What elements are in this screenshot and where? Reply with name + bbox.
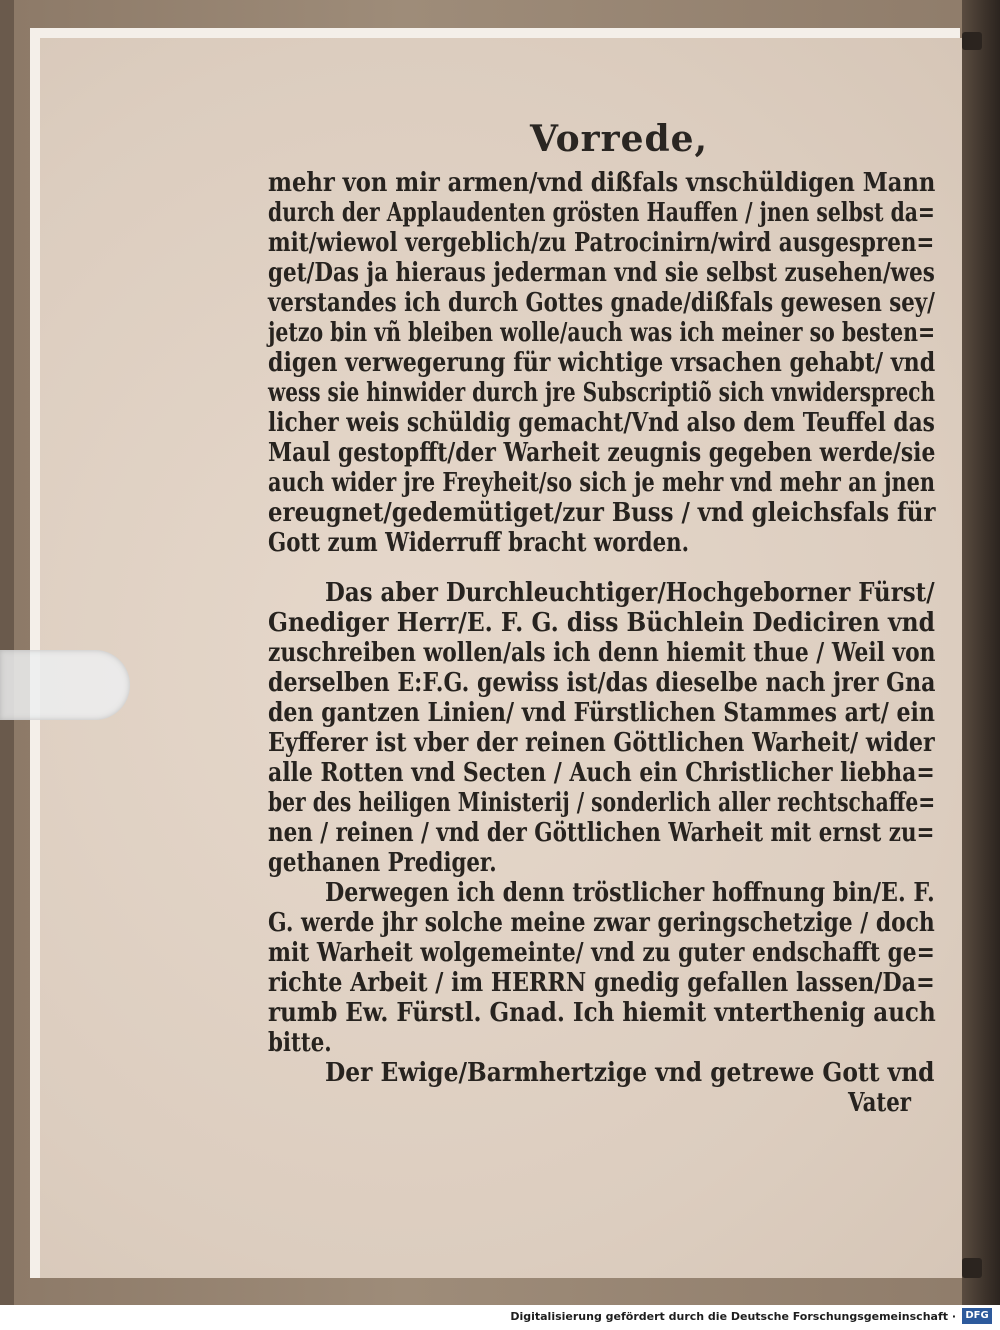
text-line: Maul gestopfft/der Warheit zeugnis gegeben werde/sie (268, 438, 936, 468)
text-line: ereugnet/gedemütiget/zur Buss / vnd gleichsfals für (268, 498, 936, 528)
text-line: mit Warheit wolgemeinte/ vnd zu guter endschafft ge= (268, 938, 935, 968)
footer-credit: Digitalisierung gefördert durch die Deutsche Forschungsgemeinschaft · (510, 1310, 956, 1323)
text-line: Das aber Durchleuchtiger/Hochgeborner Fürst/ (325, 578, 935, 608)
page-heading: Vorrede, (530, 118, 709, 160)
text-line: gethanen Prediger. (268, 848, 497, 878)
text-line: rumb Ew. Fürstl. Gnad. Ich hiemit vnterthenig auch (268, 998, 936, 1028)
text-line: Eyfferer ist vber der reinen Göttlichen Warheit/ wider (268, 728, 935, 758)
text-line: den gantzen Linien/ vnd Fürstlichen Stammes art/ ein (268, 698, 935, 728)
text-line: verstandes ich durch Gottes gnade/dißfals gewesen sey/ (268, 288, 935, 318)
binding-clip-bottom (962, 1258, 982, 1278)
text-line: alle Rotten vnd Secten / Auch ein Christlicher liebha= (268, 758, 935, 788)
text-line: auch wider jre Freyheit/so sich je mehr vnd mehr an jnen (268, 468, 935, 498)
text-line: mehr von mir armen/vnd dißfals vnschüldigen Mann (268, 168, 936, 198)
text-line: digen verwegerung für wichtige vrsachen gehabt/ vnd (268, 348, 936, 378)
plastic-tab (0, 650, 130, 720)
text-line: wess sie hinwider durch jre Subscriptiõ sich vnwidersprech (268, 378, 936, 408)
text-line: Gnediger Herr/E. F. G. diss Büchlein Dediciren vnd (268, 608, 935, 638)
text-line: durch der Applaudenten grösten Hauffen / jnen selbst da= (268, 198, 935, 228)
text-line: licher weis schüldig gemacht/Vnd also dem Teuffel das (268, 408, 935, 438)
text-line: G. werde jhr solche meine zwar geringschetzige / doch (268, 908, 935, 938)
text-line: zuschreiben wollen/als ich denn hiemit thue / Weil von (268, 638, 936, 668)
text-line: Derwegen ich denn tröstlicher hoffnung bin/E. F. (325, 878, 935, 908)
text-line: mit/wiewol vergeblich/zu Patrocinirn/wird ausgespren= (268, 228, 935, 258)
text-line: get/Das ja hieraus jederman vnd sie selbst zusehen/wes (268, 258, 935, 288)
text-line: bitte. (268, 1028, 332, 1058)
text-line: jetzo bin vñ bleiben wolle/auch was ich meiner so besten= (268, 318, 936, 348)
text-line: Der Ewige/Barmhertzige vnd getrewe Gott vnd (325, 1058, 935, 1088)
dfg-logo: DFG (962, 1308, 992, 1324)
text-line: nen / reinen / vnd der Göttlichen Warheit mit ernst zu= (268, 818, 935, 848)
text-line: Vater (848, 1088, 912, 1118)
binding-clip-top (962, 32, 982, 50)
text-line: ber des heiligen Ministerij / sonderlich aller rechtschaffe= (268, 788, 936, 818)
book-spine-edge (962, 0, 1000, 1305)
text-line: richte Arbeit / im HERRN gnedig gefallen lassen/Da= (268, 968, 935, 998)
text-line: Gott zum Widerruff bracht worden. (268, 528, 690, 558)
text-line: derselben E:F.G. gewiss ist/das dieselbe nach jrer Gna (268, 668, 936, 698)
